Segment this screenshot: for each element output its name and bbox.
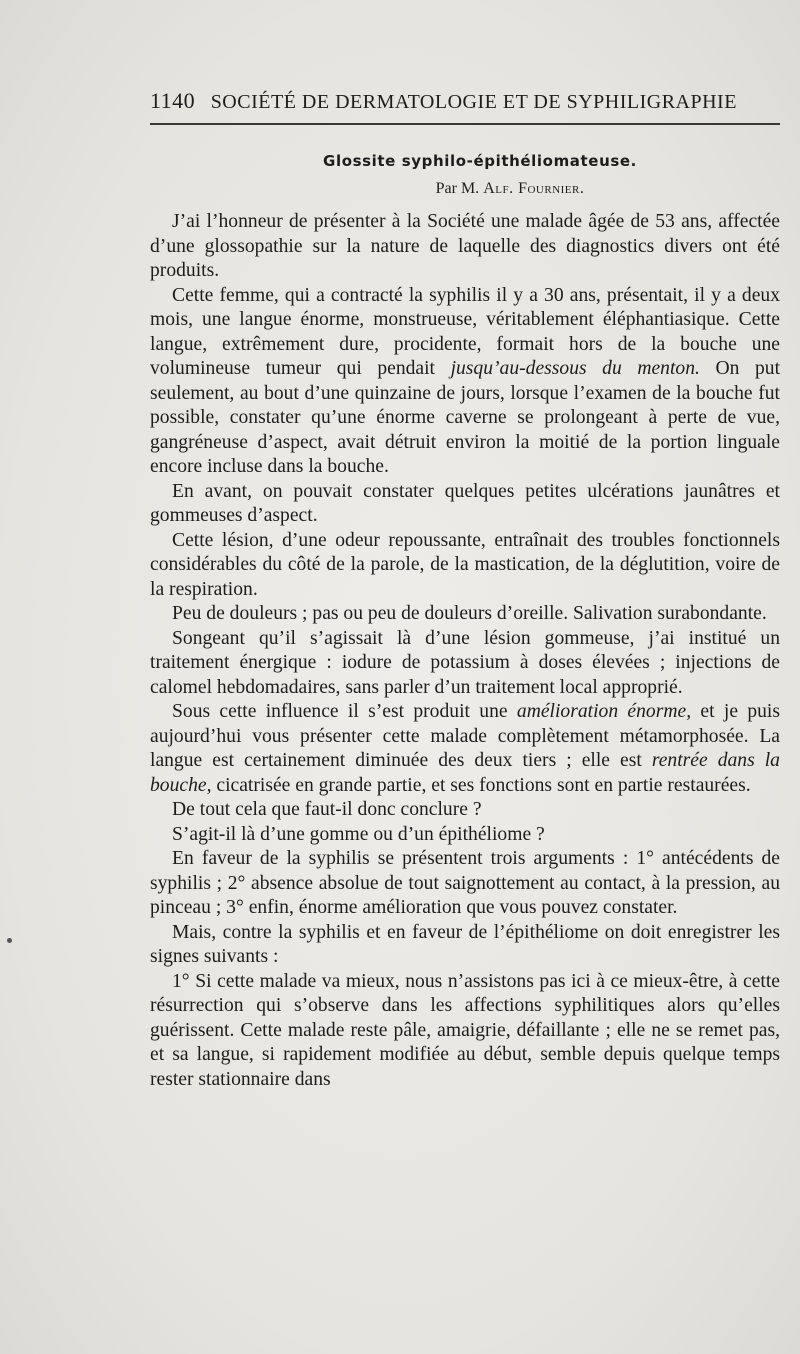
running-header xyxy=(150,88,780,114)
emphasis: jusqu’au-dessous du menton. xyxy=(450,358,700,379)
emphasis: rentrée dans la bouche, xyxy=(150,750,780,796)
paragraph: En faveur de la syphilis se présentent trois arguments : 1° antécédents de syphilis ; 2° absence absolue de tout saignottement au contact, à la pression, au pinceau ; 3° enfin, énorme amélioration que vous pouvez constater. xyxy=(150,848,780,918)
emphasis: amélioration énorme, xyxy=(516,701,692,722)
author-prefix: Par M. xyxy=(435,180,484,197)
author-name: Alf. Fournier. xyxy=(483,180,585,197)
article-body xyxy=(150,210,780,1092)
paragraph: 1° Si cette malade va mieux, nous n’assistons pas ici à ce mieux-être, à cette résurrection qui s’observe dans les affections syphilitiques alors qu’elles guérissent. Cette malade reste pâle, amaigrie, défaillante ; elle ne se remet pas, et sa langue, si rapidement modifiée au début, semble depuis quelque temps rester stationnaire dans xyxy=(150,970,780,1090)
paragraph: S’agit-il là d’une gomme ou d’un épithéliome ? xyxy=(172,823,545,845)
paragraph: Cette femme, qui a contracté la syphilis il y a 30 ans, présentait, il y a deux mois, une langue énorme, monstrueuse, véritablement éléphantiasique. Cette langue, extrêmement dure, procidente, formait hors de la bouche une volumineuse tumeur qui pendait jusqu’au-dessous du menton. On put seulement, au bout d’une quinzaine de jours, lorsque l’examen de la bouche fut possible, constater qu’une énorme caverne se prolongeant à perte de vue, gangréneuse d’aspect, avait détruit environ la moitié de la portion linguale encore incluse dans la bouche. xyxy=(150,284,781,477)
paragraph: En avant, on pouvait constater quelques petites ulcérations jaunâtres et gommeuses d’aspect. xyxy=(150,480,780,526)
header-rule xyxy=(150,123,780,125)
paragraph: J’ai l’honneur de présenter à la Société une malade âgée de 53 ans, affectée d’une glossopathie sur la nature de laquelle des diagnostics divers ont été produits. xyxy=(150,211,780,281)
paragraph: Peu de douleurs ; pas ou peu de douleurs d’oreille. Salivation surabondante. xyxy=(172,603,767,624)
paragraph: Sous cette influence il s’est produit une amélioration énorme, et je puis aujourd’hui vous présenter cette malade complètement métamorphosée. La langue est certainement diminuée des deux tiers ; elle est rentrée dans la bouche, cicatrisée en grande partie, et ses fonctions sont en partie restaurées. xyxy=(150,701,780,796)
article-title: Glossite syphilo-épithéliomateuse. xyxy=(323,152,637,170)
paragraph: Cette lésion, d’une odeur repoussante, entraînait des troubles fonctionnels considérables du côté de la parole, de la mastication, de la déglutition, voire de la respiration. xyxy=(150,529,780,600)
margin-speck xyxy=(7,938,12,943)
page-number: 1140 xyxy=(150,88,196,113)
paragraph: Mais, contre la syphilis et en faveur de l’épithéliome on doit enregistrer les signes suivants : xyxy=(150,921,780,967)
author-line xyxy=(150,180,780,198)
paragraph: Songeant qu’il s’agissait là d’une lésion gommeuse, j’ai institué un traitement énergique : iodure de potassium à doses élevées ; injections de calomel hebdomadaires, sans parler d’un traitement local approprié. xyxy=(150,627,780,698)
running-title: SOCIÉTÉ DE DERMATOLOGIE ET DE SYPHILIGRAPHIE xyxy=(210,91,737,113)
paragraph: De tout cela que faut-il donc conclure ? xyxy=(172,799,482,820)
